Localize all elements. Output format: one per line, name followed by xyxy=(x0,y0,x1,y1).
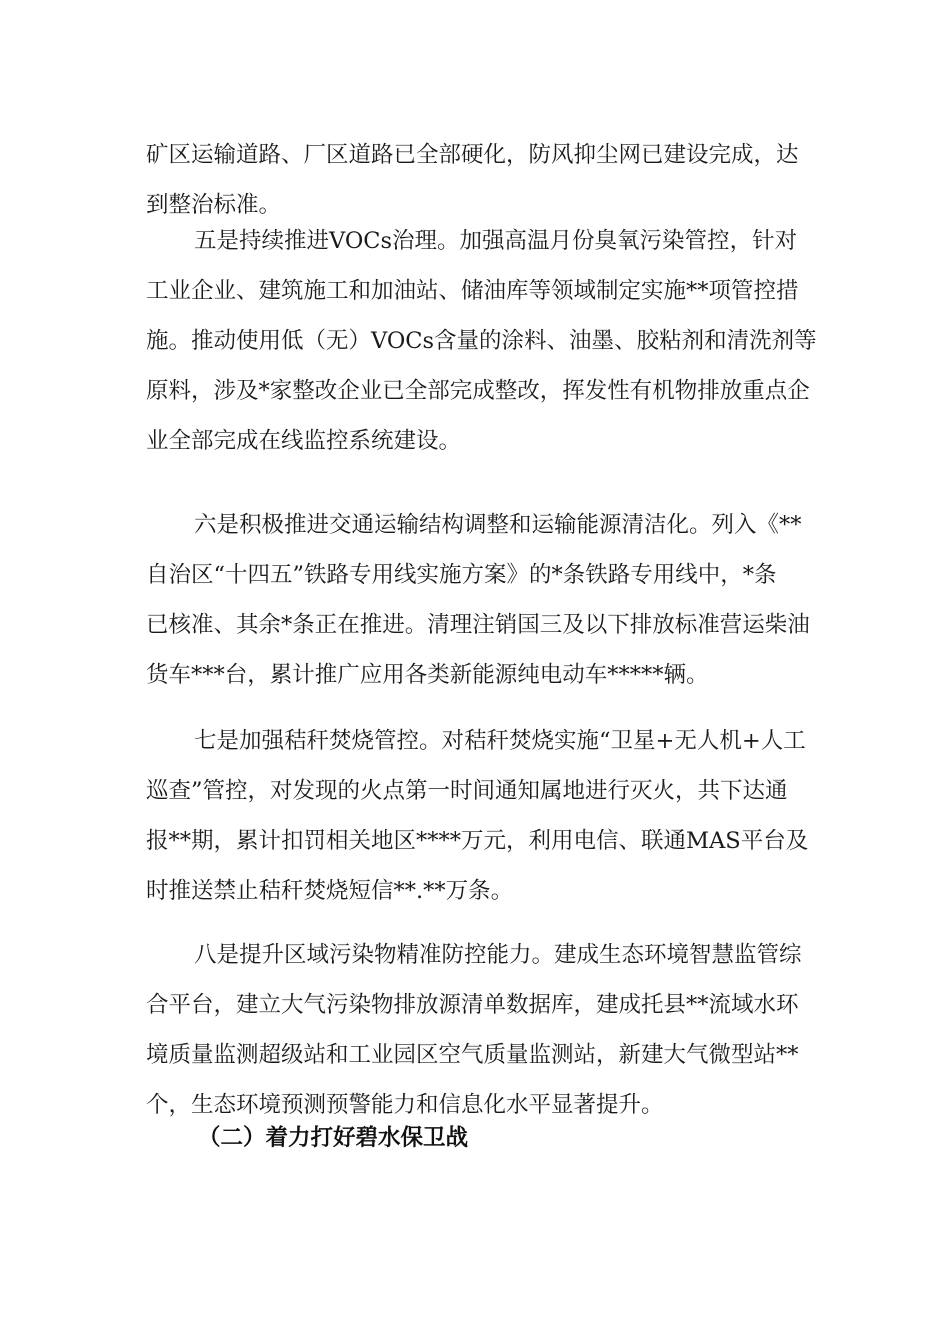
text-line: 五是持续推进VOCs治理。加强高温月份臭氧污染管控，针对 xyxy=(194,228,798,254)
text-line: 到整治标准。 xyxy=(146,192,282,218)
text-line: 自治区“十四五”铁路专用线实施方案》的*条铁路专用线中，*条 xyxy=(146,562,777,588)
paragraph-transport-structure xyxy=(146,500,811,700)
paragraph-road-hardening xyxy=(146,130,811,230)
text-line: 矿区运输道路、厂区道路已全部硬化，防风抑尘网已建设完成，达 xyxy=(146,142,799,168)
paragraph-straw-burning xyxy=(146,716,811,916)
text-line: 施。推动使用低（无）VOCs含量的涂料、油墨、胶粘剂和清洗剂等 xyxy=(146,328,817,354)
text-line: 合平台，建立大气污染物排放源清单数据库，建成托县**流域水环 xyxy=(146,992,799,1018)
paragraph-vocs-governance xyxy=(146,216,817,466)
text-line: 时推送禁止秸秆焚烧短信**.**万条。 xyxy=(146,878,514,904)
text-line: 境质量监测超级站和工业园区空气质量监测站，新建大气微型站** xyxy=(146,1042,799,1068)
text-line: 个，生态环境预测预警能力和信息化水平显著提升。 xyxy=(146,1092,664,1118)
text-line: 货车***台，累计推广应用各类新能源纯电动车*****辆。 xyxy=(146,662,709,688)
text-line: 七是加强秸秆焚烧管控。对秸秆焚烧实施“卫星+无人机+人工 xyxy=(194,728,806,754)
paragraph-pollution-control xyxy=(146,930,811,1130)
text-line: 八是提升区域污染物精准防控能力。建成生态环境智慧监管综 xyxy=(194,942,802,968)
text-line: 工业企业、建筑施工和加油站、储油库等领域制定实施**项管控措 xyxy=(146,278,799,304)
text-line: 巡查”管控，对发现的火点第一时间通知属地进行灭火，共下达通 xyxy=(146,778,788,804)
text-line: 原料，涉及*家整改企业已全部完成整改，挥发性有机物排放重点企 xyxy=(146,378,810,404)
text-line: 业全部完成在线监控系统建设。 xyxy=(146,428,462,454)
section-heading: （二）着力打好碧水保卫战 xyxy=(198,1125,469,1151)
text-line: 六是积极推进交通运输结构调整和运输能源清洁化。列入《** xyxy=(194,512,802,538)
text-line: 报**期，累计扣罚相关地区****万元，利用电信、联通MAS平台及 xyxy=(146,828,809,854)
text-line: 已核准、其余*条正在推进。清理注销国三及以下排放标准营运柴油 xyxy=(146,612,810,638)
